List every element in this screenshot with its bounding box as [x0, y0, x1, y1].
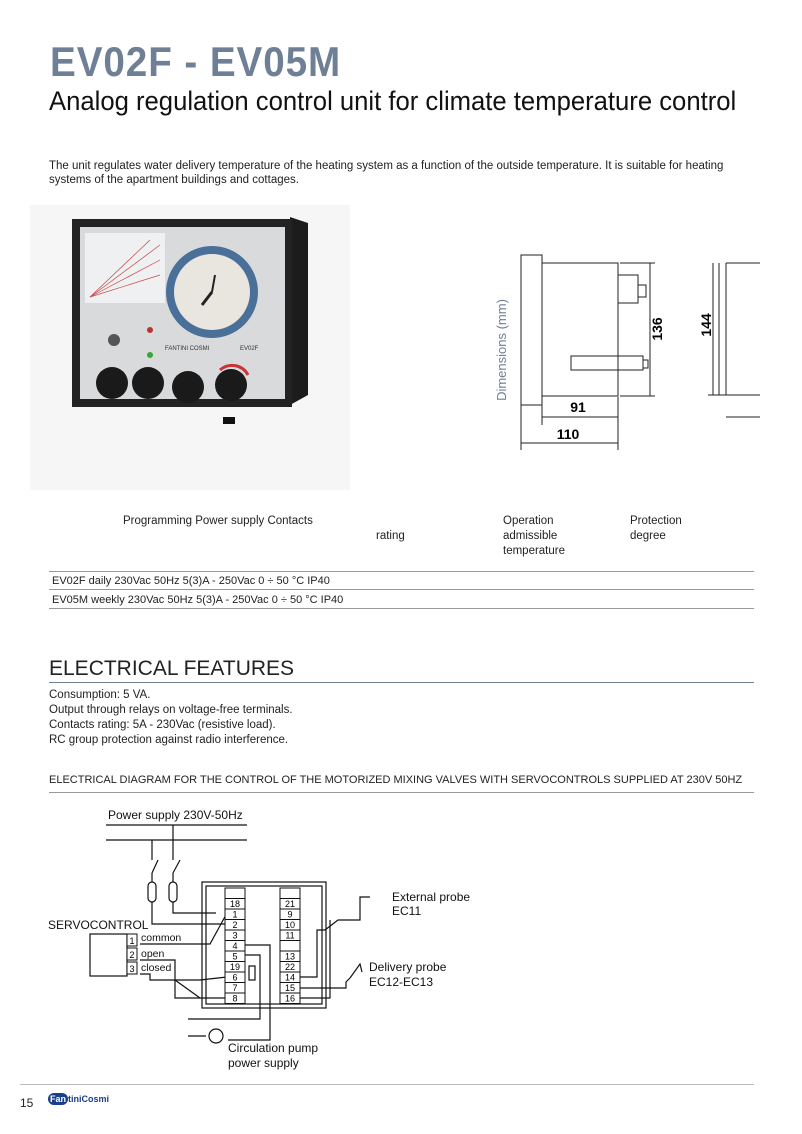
pump-label-2: power supply — [228, 1056, 299, 1070]
section-heading: ELECTRICAL FEATURES — [49, 657, 754, 683]
terminal-left: 4 — [232, 941, 238, 951]
terminal-left: 7 — [232, 983, 238, 993]
terminal-right-box — [280, 888, 300, 899]
th-rating: rating — [376, 530, 405, 542]
delivery-probe-label: Delivery probe — [369, 960, 447, 974]
terminal-right: 14 — [284, 972, 296, 983]
terminal-left: 18 — [229, 899, 241, 909]
th-programming: Programming Power supply Contacts — [123, 515, 313, 527]
diagram-title: ELECTRICAL DIAGRAM FOR THE CONTROL OF THE MOTORIZED MIXING VALVES WITH SERVOCONTROLS SUPPLIED AT 230V 50HZ — [49, 774, 754, 793]
th-operation: Operation admissible temperature — [503, 515, 566, 557]
th-protection: Protection degree — [630, 515, 682, 542]
terminal-left: 8 — [232, 993, 238, 1004]
terminal-right: 11 — [285, 930, 295, 941]
delivery-probe-code: EC12-EC13 — [369, 975, 434, 989]
terminal-right: 22 — [284, 962, 296, 972]
product-image — [30, 205, 350, 490]
servo-open: open — [141, 948, 165, 960]
terminal-left: 3 — [232, 930, 238, 941]
page-title: EV02F - EV05M — [50, 38, 342, 85]
product-model: EV02F — [240, 346, 259, 352]
dim-136: 136 — [649, 317, 665, 341]
terminal-left: 2 — [232, 920, 238, 930]
servo-terminal: 3 — [129, 964, 135, 974]
electrical-features: Consumption: 5 VA. Output through relays on voltage-free terminals. Contacts rating: 5A - 230Vac (resistive load). RC group protection against radio interference. — [49, 689, 293, 746]
dim-144: 144 — [698, 313, 714, 337]
intro-text: The unit regulates water delivery temperature of the heating system as a function of the outside temperature. It is suitable for heating systems of the apartment buildings and cottages. — [49, 160, 724, 186]
product-brand: FANTINI COSMI — [165, 346, 210, 352]
external-probe-code: EC11 — [392, 904, 422, 918]
servocontrol-label: SERVOCONTROL — [48, 918, 149, 932]
terminal-left: 1 — [232, 909, 238, 920]
dim-91: 91 — [570, 399, 586, 415]
pump-label: Circulation pump — [228, 1041, 319, 1055]
dimension-drawing — [490, 245, 760, 455]
dimensions-label: Dimensions (mm) — [494, 299, 509, 401]
table-row: EV05M weekly 230Vac 50Hz 5(3)A - 250Vac 0 ÷ 50 °C IP40 — [49, 591, 754, 609]
terminal-right: 15 — [284, 983, 296, 993]
brand-logo: Fan tiniCosmi — [50, 1094, 110, 1104]
page-subtitle: Analog regulation control unit for climate temperature control — [49, 86, 737, 116]
terminal-right: 9 — [287, 909, 293, 920]
terminal-right-box — [280, 941, 300, 952]
table-row: EV02F daily 230Vac 50Hz 5(3)A - 250Vac 0 ÷ 50 °C IP40 — [49, 572, 754, 590]
power-supply-label: Power supply 230V-50Hz — [108, 808, 243, 822]
terminal-right: 13 — [284, 951, 296, 962]
servo-terminal: 1 — [129, 936, 135, 946]
terminal-left: 6 — [232, 972, 238, 983]
terminal-right: 10 — [284, 920, 296, 930]
external-probe-label: External probe — [392, 890, 471, 904]
terminal-left: 5 — [232, 951, 238, 962]
servo-common: common — [141, 932, 182, 944]
terminal-left: 19 — [229, 962, 241, 972]
terminal-left-box — [225, 888, 245, 899]
servo-closed: closed — [141, 962, 172, 974]
terminal-right: 21 — [284, 899, 296, 909]
dim-110: 110 — [556, 426, 580, 442]
wiring-diagram — [40, 800, 500, 1080]
footer-rule — [20, 1084, 754, 1085]
page-number: 15 — [20, 1096, 34, 1110]
terminal-right: 16 — [284, 993, 296, 1004]
servo-terminal: 2 — [129, 950, 135, 960]
